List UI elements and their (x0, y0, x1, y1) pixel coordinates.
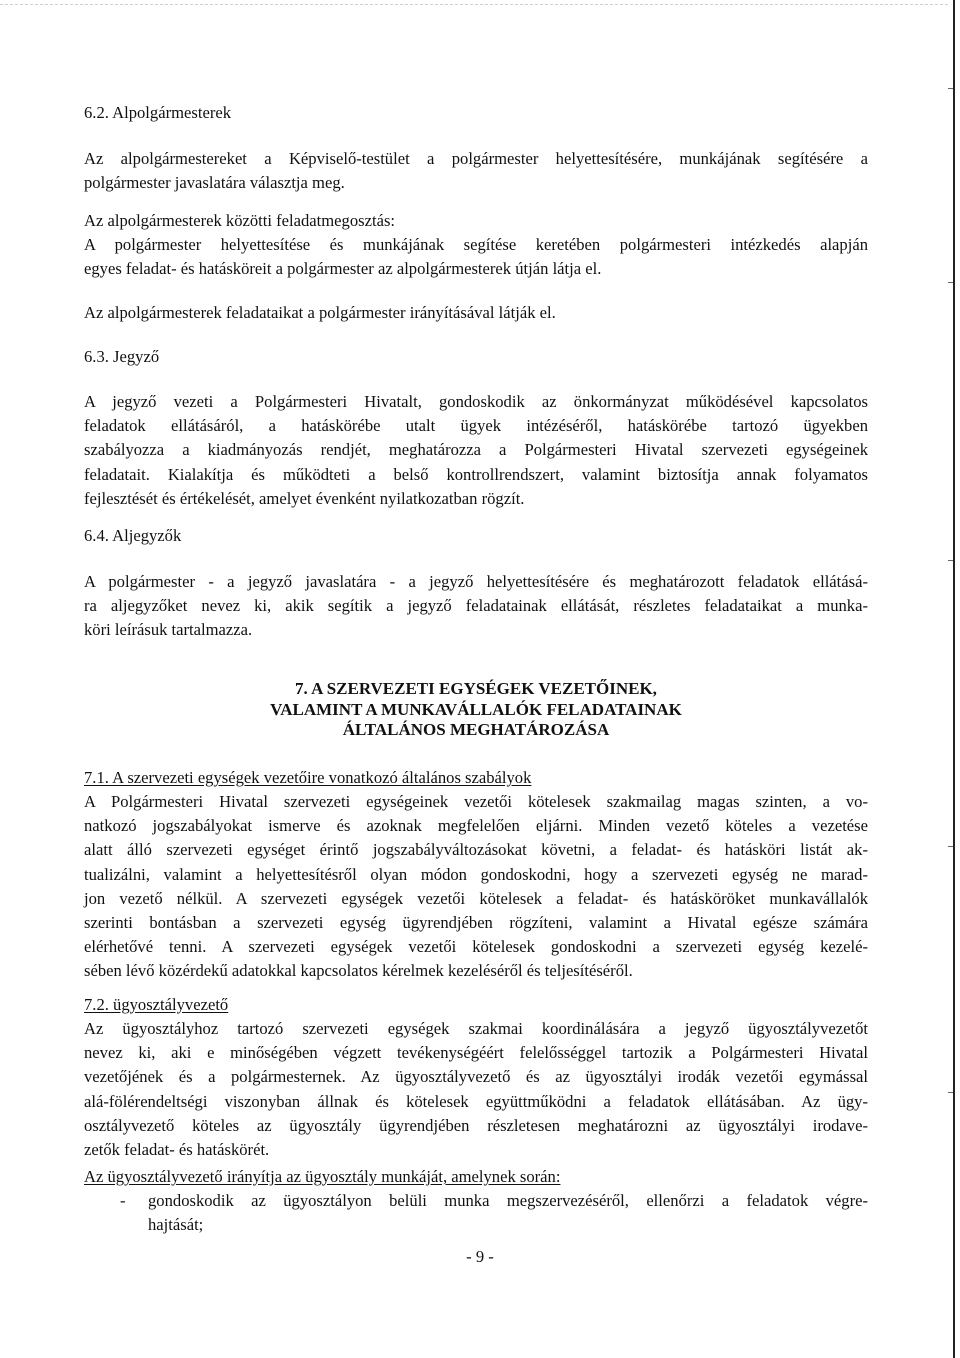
text-line: nevez ki, aki e minőségében végzett tevékenységéért felelősséggel tartozik a Polgármesteri Hivatal (84, 1043, 868, 1063)
text-line: Az ügyosztályhoz tartozó szervezeti egységek szakmai koordinálására a jegyző ügyosztályvezetőt (84, 1019, 868, 1038)
bullet-dash: - (120, 1191, 126, 1210)
text-line: köri leírásuk tartalmazza. (84, 620, 253, 640)
text-line: feladatait. Kialakítja és működteti a belső kontrollrendszert, valamint biztosítja annak folyamatos (84, 464, 868, 484)
text-line: natkozó jogszabályokat ismerve és azoknak megfelelően eljárni. Minden vezető köteles a vezetése (84, 816, 868, 836)
title-line: 7. A SZERVEZETI EGYSÉGEK VEZETŐINEK, (295, 679, 657, 698)
section-7-2-heading: 7.2. ügyosztályvezető (84, 995, 229, 1014)
scan-tick (948, 282, 953, 283)
section-7-1-heading: 7.1. A szervezeti egységek vezetőire vonatkozó általános szabályok (84, 768, 532, 787)
text-line: szabályozza a kiadmányozás rendjét, meghatározza a Polgármesteri Hivatal szervezeti egységeinek (84, 440, 868, 460)
text-line: gondoskodik az ügyosztályon belüli munka megszervezéséről, ellenőrzi a feladatok végre- (148, 1191, 868, 1210)
section-7-1-paragraph-1 (84, 790, 868, 984)
text-line: zetők feladat- és hatáskörét. (84, 1140, 270, 1160)
section-6-3-heading: 6.3. Jegyző (84, 347, 160, 366)
section-6-2-paragraph-2 (84, 209, 868, 282)
scan-edge-top (0, 4, 948, 5)
section-6-2-paragraph-3: Az alpolgármesterek feladataikat a polgármester irányításával látják el. (84, 303, 556, 322)
section-6-2-paragraph-1 (84, 147, 868, 195)
section-6-3-paragraph-1 (84, 390, 868, 511)
chapter-7-title (84, 679, 868, 741)
bullet-text (148, 1189, 868, 1237)
section-7-2-subheading: Az ügyosztályvezető irányítja az ügyosztály munkáját, amelynek során: (84, 1167, 561, 1186)
scan-tick (948, 1092, 953, 1093)
title-line: VALAMINT A MUNKAVÁLLALÓK FELADATAINAK (270, 699, 682, 719)
section-6-2-heading: 6.2. Alpolgármesterek (84, 103, 232, 122)
section-7-2-paragraph-1 (84, 1017, 868, 1162)
text-line: feladatok ellátásáról, a hatáskörébe utalt ügyek intézéséről, hatáskörébe tartozó ügyekben (84, 416, 868, 436)
text-line: A polgármester helyettesítése és munkájának segítése keretében polgármesteri intézkedés alapján (84, 235, 868, 255)
scan-tick (948, 846, 953, 847)
text-line: A Polgármesteri Hivatal szervezeti egységeinek vezetői kötelesek szakmailag magas szinten, a vo- (84, 792, 868, 811)
scan-edge-right (953, 0, 955, 1358)
text-line: sében lévő közérdekű adatokkal kapcsolatos kérelmek kezeléséről és teljesítéséről. (84, 961, 633, 981)
text-line: elérhetővé tenni. A szervezeti egységek vezetői kötelesek gondoskodni a szervezeti egység kezelé- (84, 937, 868, 957)
text-line: osztályvezető köteles az ügyosztály ügyrendjében részletesen meghatározni az ügyosztályi irodave- (84, 1115, 868, 1135)
section-6-4-paragraph-1 (84, 570, 868, 643)
title-line: ÁLTALÁNOS MEGHATÁROZÁSA (342, 720, 610, 739)
text-line: polgármester javaslatára választja meg. (84, 173, 345, 193)
text-line: szerinti bontásban a szervezeti egység ügyrendjében rögzíteni, valamint a Hivatal egésze számára (84, 913, 868, 933)
text-line: hajtását; (148, 1215, 204, 1235)
scan-tick (948, 560, 953, 561)
text-line: tualizálni, valamint a helyettesítésről olyan módon gondoskodni, hogy a szervezeti egység ne marad- (84, 864, 868, 884)
text-line: ra aljegyzőket nevez ki, akik segítik a jegyző feladatainak ellátását, részletes feladataikat a munka- (84, 596, 868, 616)
text-line: vezetőjének és a polgármesternek. Az ügyosztályvezető és az ügyosztályi irodák vezetői egymással (84, 1067, 868, 1087)
text-line: Az alpolgármestereket a Képviselő-testület a polgármester helyettesítésére, munkájának segítésére a (84, 149, 868, 168)
text-line: A jegyző vezeti a Polgármesteri Hivatalt, gondoskodik az önkormányzat működésével kapcsolatos (84, 392, 868, 411)
text-line: alatt álló szervezeti egységet érintő jogszabályváltozásokat követni, a feladat- és hatásköri listát ak- (84, 840, 868, 860)
text-line: A polgármester - a jegyző javaslatára - a jegyző helyettesítésére és meghatározott feladatok ellátásá- (84, 572, 868, 591)
page-number: - 9 - (466, 1247, 494, 1266)
text-line: Az alpolgármesterek közötti feladatmegosztás: (84, 211, 396, 230)
text-line: egyes feladat- és hatásköreit a polgármester az alpolgármesterek útján látja el. (84, 259, 602, 279)
section-6-4-heading: 6.4. Aljegyzők (84, 526, 182, 545)
text-line: fejlesztését és értékelését, amelyet évenként nyilatkozatban rögzít. (84, 488, 525, 508)
text-line: alá-fölérendeltségi viszonyban állnak és kötelesek együttműködni a feladatok ellátásában. Az ügy- (84, 1091, 868, 1111)
scan-tick (948, 88, 953, 89)
text-line: jon vezető nélkül. A szervezeti egységek vezetői kötelesek a feladat- és hatásköröket munkavállalók (84, 888, 868, 908)
